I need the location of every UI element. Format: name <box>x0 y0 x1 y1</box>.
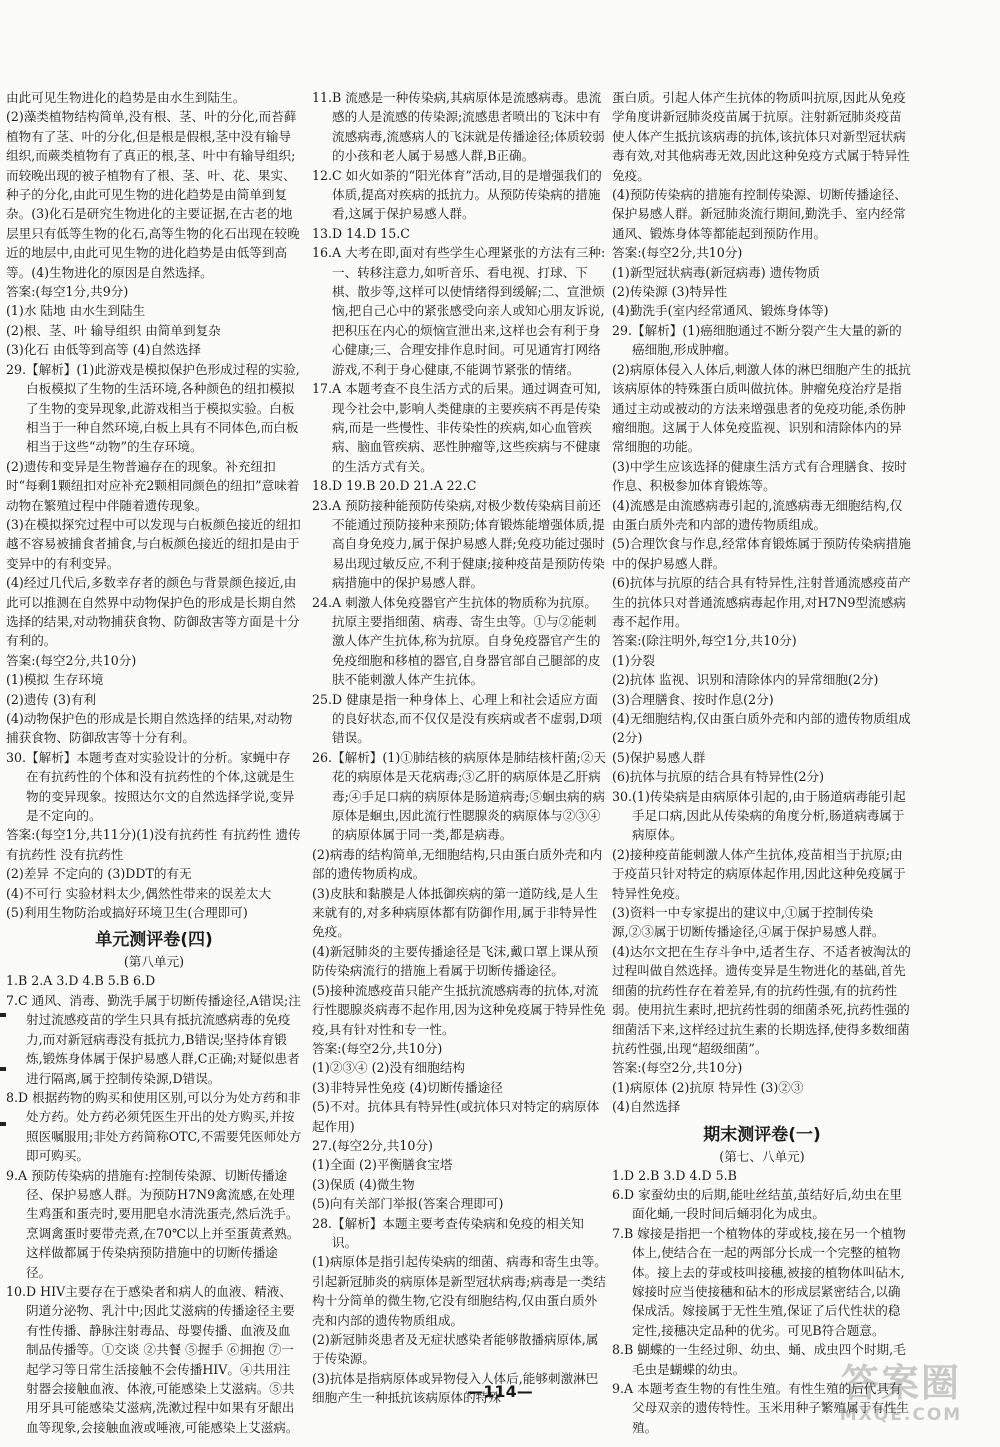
paragraph: (4)新冠肺炎的主要传播途径是飞沫,戴口罩上课从预防传染病流行的措施上看属于切断传播途径。 <box>312 943 599 979</box>
question-9: 9.A 预防传染病的措施有:控制传染源、切断传播途径、保护易感人群。为预防H7N9禽流感,在处理生鸡蛋和蛋壳时,要用肥皂水清洗蛋壳,然后洗手。烹调禽蛋时要带壳煮,在70℃以上并至蛋黄煮熟。这样做都属于传染病预防措施中的切断传播途径。 <box>6 1167 300 1280</box>
question-8: 8.B 蝴蝶的一生经过卵、幼虫、蛹、成虫四个时期,毛毛虫是蝴蝶的幼虫。 <box>612 1342 906 1377</box>
question-9: 9.A 本题考查生物的有性生殖。有性生殖的后代具有父母双亲的遗传特性。玉米用种子繁殖属于有性生殖。 <box>612 1381 910 1435</box>
watermark-url: MXQE.COM <box>839 1405 963 1425</box>
binding-mark <box>0 1122 6 1126</box>
answer-line: 答案:(每空1分,共11分)(1)没有抗药性 有抗药性 遗传 有抗药性 没有抗药性 <box>6 827 305 862</box>
answer-line: (1)新型冠状病毒(新冠病毒) 遗传物质 <box>612 264 820 280</box>
answer-line: 13.D 14.D 15.C <box>312 225 410 241</box>
paragraph: (4)达尔文把在生存斗争中,适者生存、不适者被淘汰的过程叫做自然选择。遗传变异是生物进化的基础,首先细菌的抗药性存在着差异,有的抗药性强,有的抗药性弱。使用抗生素时,把抗药性弱的细菌杀死,抗药性强的细菌活下来,这样经过抗生素的长期选择,使得多数细菌抗药性强,出现“超级细菌”。 <box>612 943 911 1056</box>
question-8: 8.D 根据药物的购买和使用区别,可以分为处方药和非处方药。处方药必须凭医生开出的处方购买,并按照医嘱服用;非处方药简称OTC,不需要凭医师处方即可购买。 <box>6 1089 302 1164</box>
paragraph: 蛋白质。引起人体产生抗体的物质叫抗原,因此从免疫学角度讲新冠肺炎疫苗属于抗原。注射新冠肺炎疫苗使人体产生抵抗该病毒的抗体,该抗体只对新型冠状病毒有效,对其他病毒无效,因此这种免疫方式属于特异性免疫。 <box>612 90 910 183</box>
answer-line: (3)化石 由低等到高等 (4)自然选择 <box>6 342 201 358</box>
question-6: 6.D 家蚕幼虫的后期,能吐丝结茧,茧结好后,幼虫在里面化蛹,一段时间后蛹羽化为成虫。 <box>612 1186 903 1222</box>
answer-line: 答案:(每空1分,共9分) <box>6 284 129 300</box>
answer-line: 1.B 2.A 3.D 4.B 5.B 6.D <box>6 973 156 989</box>
answer-line: 答案:(每空2分,共10分) <box>312 1040 443 1056</box>
paragraph: (3)抗体是指病原体或异物侵入人体后,能够刺激淋巴细胞产生一种抵抗该病原体的特殊 <box>312 1370 599 1406</box>
answer-line: (2)遗传 (3)有利 <box>6 691 97 707</box>
paragraph: (2)藻类植物结构简单,没有根、茎、叶的分化,而苔藓植物有了茎、叶的分化,但是根是假根,茎中没有输导组织,而蕨类植物有了真正的根,茎、叶中有输导组织;而较晚出现的被子植物有了根、茎、叶、花、果实、种子的分化,由此可见生物的进化趋势是由简单到复杂。(3)化石是研究生物进化的主要证据,在古老的地层里只有低等生物的化石,高等生物的化石出现在较晚近的地层中,由此可见生物的进化趋势是由低等到高等。(4)生物进化的原因是自然选择。 <box>6 109 300 280</box>
paragraph: (2)接种疫苗能刺激人体产生抗体,疫苗相当于抗原;由于疫苗只针对特定的病原体起作用,因此这种免疫属于特异性免疫。 <box>612 846 906 901</box>
answer-line: (4)动物保护色的形成是长期自然选择的结果,对动物捕获食物、防御敌害等十分有利。 <box>6 711 293 746</box>
paragraph: 由此可见生物进化的趋势是由水生到陆生。 <box>6 90 246 105</box>
paragraph: (5)接种流感疫苗只能产生抵抗流感病毒的抗体,对流行性腮腺炎病毒不起作用,因为这种免疫属于特异性免疫,具有针对性和专一性。 <box>312 982 606 1037</box>
page-number: —114— <box>467 1382 533 1401</box>
section-title: 单元测评卷(四) <box>95 930 213 951</box>
middle-column <box>312 88 608 1408</box>
paragraph: (5)合理饮食与作息,经常体育锻炼属于预防传染病措施中的保护易感人群。 <box>612 536 911 571</box>
answer-line: (1)水 陆地 由水生到陆生 <box>6 303 146 319</box>
answer-line: (1)全面 (2)平衡膳食宝塔 <box>312 1157 453 1173</box>
question-30: 30.(1)传染病是由病原体引起的,由于肠道病毒能引起手足口病,因此从传染病的角度分析,肠道病毒属于病原体。 <box>612 788 906 843</box>
answer-line: (3)保质 (4)微生物 <box>312 1176 415 1192</box>
question-16: 16.A 大考在即,面对有些学生心理紧张的方法有三种:一、转移注意力,如听音乐、看电视、打球、下棋、散步等,这样可以使情绪得到缓解;二、宣泄烦恼,把自己心中的紧张感受向亲人或知心朋友诉说,把积压在内心的烦恼宣泄出来,这样也会有利于身心健康;三、合理安排作息时间。可见通宵打网络游戏,不利于身心健康,不能调节紧张的情绪。 <box>312 245 606 377</box>
answer-line: (1)模拟 生存环境 <box>6 672 104 688</box>
paragraph: (6)抗体与抗原的结合具有特异性,注射普通流感疫苗产生的抗体只对普通流感病毒起作用,对H7N9型流感病毒不起作用。 <box>612 575 911 629</box>
question-7: 7.C 通风、消毒、勤洗手属于切断传播途径,A错误;注射过流感疫苗的学生只具有抵抗流感病毒的免疫力,而对新冠病毒没有抵抗力,B错误;坚持体育锻炼,锻炼身体属于保护易感人群,C正确;对疑似患者进行隔离,属于控制传染源,D错误。 <box>6 992 301 1086</box>
answer-line: (5)不对。抗体具有特异性(或抗体只对特定的病原体起作用) <box>312 1099 600 1134</box>
section-title: 期末测评卷(一) <box>703 1124 821 1145</box>
paragraph: (3)中学生应该选择的健康生活方式有合理膳食、按时作息、积极参加体育锻炼等。 <box>612 458 907 494</box>
answer-line: (3)非特异性免疫 (4)切断传播途径 <box>312 1079 503 1095</box>
watermark-logo-text: 答案圈 <box>840 1361 961 1405</box>
question-11: 11.B 流感是一种传染病,其病原体是流感病毒。患流感的人是流感的传染源;流感患者喷出的飞沫中有流感病毒,流感病人的飞沫就是传播途径;体质较弱的小孩和老人属于易感人群,B正确。 <box>312 90 605 164</box>
question-29: 29.【解析】(1)癌细胞通过不断分裂产生大量的新的癌细胞,形成肿瘤。 <box>612 322 902 358</box>
paragraph: (4)预防传染病的措施有控制传染源、切断传播途径、保护易感人群。新冠肺炎流行期间,勤洗手、室内经常通风、锻炼身体等都能起到预防作用。 <box>612 187 907 241</box>
left-column <box>6 88 305 1437</box>
answer-line: (5)向有关部门举报(答案合理即可) <box>312 1196 504 1212</box>
right-column <box>612 88 912 1437</box>
answer-line: (6)抗体与抗原的结合具有特异性(2分) <box>612 769 824 785</box>
answer-line: (1)病原体 (2)抗原 特异性 (3)②③ <box>612 1079 804 1095</box>
answer-line: (4)勤洗手(室内经常通风、锻炼身体等) <box>612 303 829 319</box>
answer-line: (2)抗体 监视、识别和清除体内的异常细胞(2分) <box>612 672 879 688</box>
question-30: 30.【解析】本题考查对实验设计的分析。家蝇中存在有抗药性的个体和没有抗药性的个体,这就是生物的变异现象。按照达尔文的自然选择学说,变异是不定向的。 <box>6 749 295 824</box>
paragraph: (3)资料一中专家提出的建议中,①属于控制传染源,②③属于切断传播途径,④属于保护易感人群。 <box>612 905 885 940</box>
question-26: 26.【解析】(1)①肺结核的病原体是肺结核杆菌;②天花的病原体是天花病毒;③乙肝的病原体是乙肝病毒;④手足口病的病原体是肠道病毒;⑤蛔虫病的病原体是蛔虫,因此流行性腮腺炎的病原体与②③④的病原体属于同一类,都是病毒。 <box>312 749 606 843</box>
answer-line: 答案:(除注明外,每空1分,共10分) <box>612 633 797 649</box>
paragraph: (3)皮肤和黏膜是人体抵御疾病的第一道防线,是人生来就有的,对多种病原体都有防御作用,属于非特异性免疫。 <box>312 885 599 940</box>
answer-line: (2)传染源 (3)特异性 <box>612 284 728 300</box>
answer-line: (5)利用生物防治或搞好环境卫生(合理即可) <box>6 905 248 921</box>
answer-line: (4)不可行 实验材料太少,偶然性带来的误差太大 <box>6 885 272 901</box>
answer-line: 1.D 2.B 3.D 4.D 5.B <box>612 1167 737 1183</box>
answer-line: (2)根、茎、叶 输导组织 由简单到复杂 <box>6 322 221 338</box>
paragraph: (2)病毒的结构简单,无细胞结构,只由蛋白质外壳和内部的遗传物质构成。 <box>312 846 603 882</box>
paragraph: (2)新冠肺炎患者及无症状感染者能够散播病原体,属于传染源。 <box>312 1332 599 1367</box>
question-24: 24.A 刺激人体免疫器官产生抗体的物质称为抗原。抗原主要指细菌、病毒、寄生虫等。①与②能刺激人体产生抗体,称为抗原。自身免疫器官产生的免疫细胞和移植的器官,自身器官部自己腿部的皮肤不能刺激人体产生抗体。 <box>312 594 601 688</box>
answer-line: (4)无细胞结构,仅由蛋白质外壳和内部的遗传物质组成(2分) <box>612 711 911 746</box>
watermark-logo <box>816 1361 986 1439</box>
answer-line: (1)②③④ (2)没有细胞结构 <box>312 1060 466 1076</box>
section-subtitle: (第七、八单元) <box>719 1148 805 1164</box>
answer-line: 答案:(每空2分,共10分) <box>612 245 743 261</box>
answer-line: 答案:(每空2分,共10分) <box>6 652 137 668</box>
question-12: 12.C 如火如荼的“阳光体育”活动,目的是增强我们的体质,提高对疾病的抵抗力。从预防传染病的措施看,这属于保护易感人群。 <box>312 167 602 222</box>
paragraph: (2)病原体侵入人体后,刺激人体的淋巴细胞产生的抵抗该病原体的特殊蛋白质叫做抗体。肿瘤免疫治疗是指通过主动或被动的方法来增强患者的免疫功能,杀伤肿瘤细胞。这属于人体免疫监视、识别和清除体内的异常细胞的功能。 <box>612 361 911 455</box>
question-27: 27.(每空2分,共10分) <box>312 1137 433 1153</box>
question-10: 10.D HIV主要存在于感染者和病人的血液、精液、阴道分泌物、乳汁中;因此艾滋病的传播途径主要有性传播、静脉注射毒品、母婴传播、血液及血制品传播等。①交谈 ②共餐 ⑤握手 ⑥拥抱 ⑦一起学习等日常生活接触不会传播HIV。④共用注射器会接触血液、体液,可能感染上艾滋病。⑤共用牙具可能感染艾滋病,洗漱过程中如果有牙龈出血等现象,会接触血液或唾液,可能感染上艾滋病。 <box>6 1283 299 1435</box>
question-28: 28.【解析】本题主要考查传染病和免疫的相关知识。 <box>312 1215 584 1250</box>
paragraph: (3)在模拟探究过程中可以发现与白板颜色接近的纽扣越不容易被捕食者捕食,与白板颜色接近的纽扣是由于变异中的有利变异。 <box>6 516 301 571</box>
question-25: 25.D 健康是指一种身体上、心理上和社会适应方面的良好状态,而不仅仅是没有疾病或者不虚弱,D项错误。 <box>312 691 602 746</box>
paragraph: (4)流感是由流感病毒引起的,流感病毒无细胞结构,仅由蛋白质外壳和内部的遗传物质组成。 <box>612 497 903 532</box>
answer-line: (2)差异 不定向的 (3)DDT的有无 <box>6 866 192 882</box>
question-17: 17.A 本题考查不良生活方式的后果。通过调查可知,现今社会中,影响人类健康的主要疾病不再是传染病,而是一些慢性、非传染性的疾病,如心血管疾病、脑血管疾病、恶性肿瘤等,这些疾病与不健康的生活方式有关。 <box>312 381 602 474</box>
binding-mark <box>0 1013 6 1017</box>
answer-line: 答案:(每空2分,共10分) <box>612 1060 743 1076</box>
answer-line: 18.D 19.B 20.D 21.A 22.C <box>312 478 477 494</box>
paragraph: (1)病原体是指引起传染病的细菌、病毒和寄生虫等。引起新冠肺炎的病原体是新型冠状病毒;病毒是一类结构十分简单的微生物,它没有细胞结构,仅由蛋白质外壳和内部的遗传物质组成。 <box>312 1254 607 1328</box>
answer-line: (1)分裂 <box>612 652 656 668</box>
binding-mark <box>0 1067 6 1071</box>
section-subtitle: (第八单元) <box>123 954 185 970</box>
answer-line: (5)保护易感人群 <box>612 749 706 765</box>
answer-line: (4)自然选择 <box>612 1099 681 1115</box>
answer-line: (3)合理膳食、按时作息(2分) <box>612 691 774 707</box>
paragraph: (4)经过几代后,多数幸存者的颜色与背景颜色接近,由此可以推测在自然界中动物保护色的形成是长期自然选择的结果,对动物捕获食物、防御敌害等方面是十分有利的。 <box>6 575 300 649</box>
question-29: 29.【解析】(1)此游戏是模拟保护色形成过程的实验,白板模拟了生物的生活环境,各种颜色的纽扣模拟了生物的变异现象,此游戏相当于模拟实验。白板相当于一种自然环境,白板上具有不同体色,而白板相当于这些“动物”的生存环境。 <box>6 361 300 455</box>
paragraph: (2)遗传和变异是生物普遍存在的现象。补充纽扣时“每剩1颗纽扣对应补充2颗相同颜色的纽扣”意味着动物在繁殖过程中伴随着遗传现象。 <box>6 458 300 513</box>
question-7: 7.B 嫁接是指把一个植物体的芽或枝,接在另一个植物体上,使结合在一起的两部分长成一个完整的植物体。接上去的芽或枝叫接穗,被接的植物体叫砧木,嫁接时应当使接穗和砧木的形成层紧密结合,以确保成活。嫁接属于无性生殖,保证了后代性状的稳定性,接穗决定品种的优劣。可见B符合题意。 <box>612 1225 906 1338</box>
question-23: 23.A 预防接种能预防传染病,对极少数传染病目前还不能通过预防接种来预防;体育锻炼能增强体质,提高自身免疫力,属于保护易感人群;免疫功能过强时易出现过敏反应,不利于健康;接种疫苗是预防传染病措施中的保护易感人群。 <box>312 497 605 591</box>
